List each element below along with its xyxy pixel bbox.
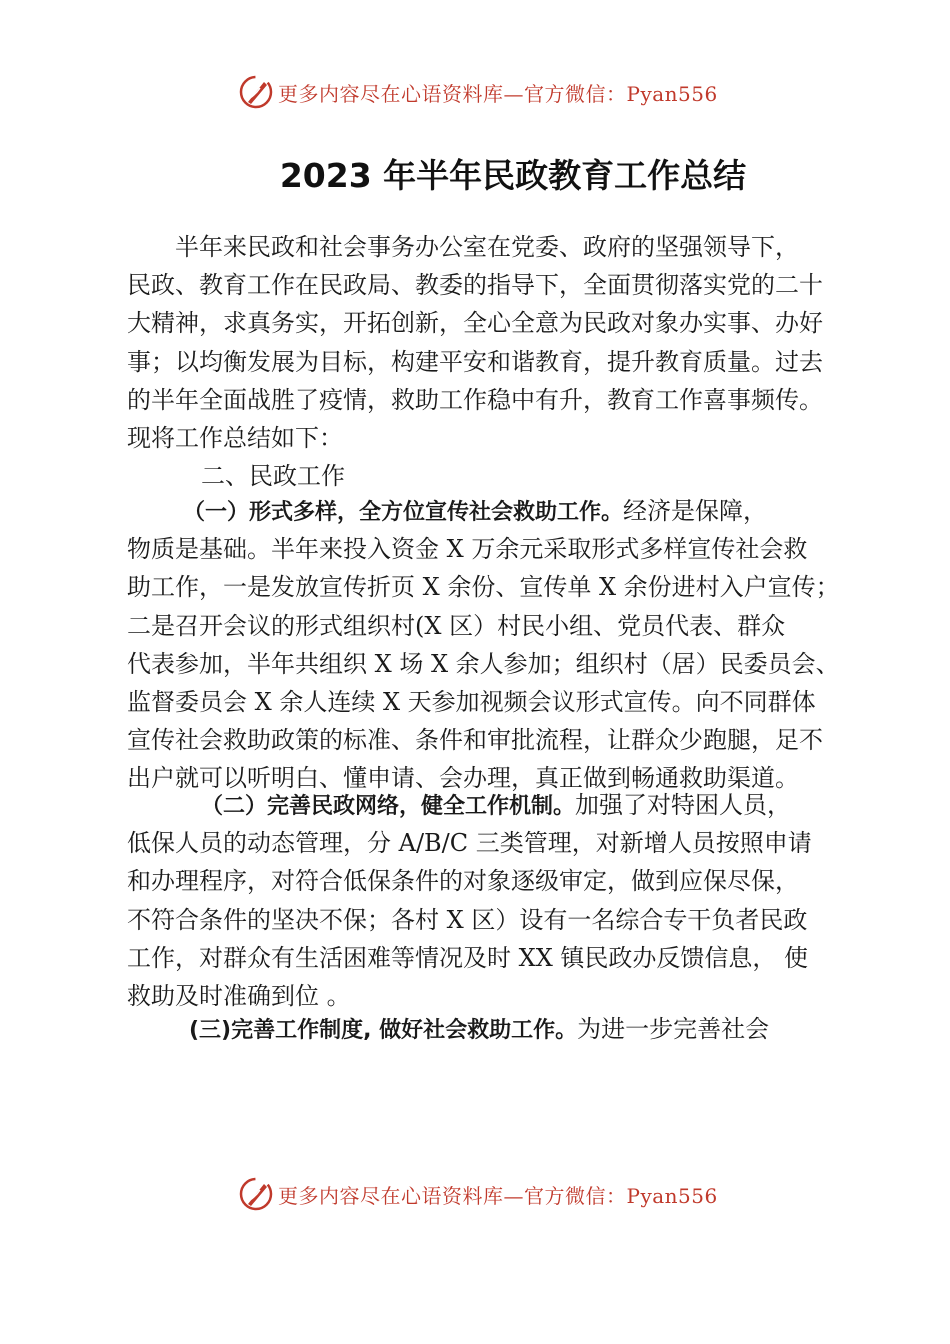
watermark-text: 更多内容尽在心语资料库—官方微信：Pyan556: [278, 1183, 718, 1208]
intro-line: 事；以均衡发展为目标，构建平安和谐教育，提升教育质量。过去: [127, 347, 823, 376]
intro-line: 半年来民政和社会事务办公室在党委、政府的坚强领导下，: [175, 233, 799, 261]
section-2-line: 和办理程序，对符合低保条件的对象逐级审定，做到应保尽保，: [127, 867, 799, 896]
intro-line: 大精神，求真务实，开拓创新，全心全意为民政对象办实事、办好: [127, 309, 823, 338]
section-3-first-text: 为进一步完善社会: [577, 1015, 770, 1043]
section-heading: 二、民政工作: [201, 462, 345, 491]
section-1-line: 监督委员会 X 余人连续 X 天参加视频会议形式宣传。向不同群体: [127, 687, 816, 716]
section-2-line: 工作，对群众有生活困难等情况及时 XX 镇民政办反馈信息， 使: [127, 943, 809, 972]
section-2-first-text: 加强了对特困人员，: [575, 791, 792, 819]
section-2-line: 救助及时准确到位 。: [127, 981, 351, 1010]
section-1-line: 出户就可以听明白、懂申请、会办理，真正做到畅通救助渠道。: [127, 764, 799, 793]
section-1-line: 二是召开会议的形式组织村(X 区）村民小组、党员代表、群众: [127, 611, 786, 640]
section-2-paragraph: [127, 786, 857, 1015]
section-1-first-line: [127, 492, 857, 530]
section-1-lead: （一）形式多样，全方位宣传社会救助工作。: [183, 500, 624, 525]
intro-line: 现将工作总结如下：: [127, 423, 343, 452]
section-1-first-text: 经济是保障，: [623, 497, 768, 525]
intro-line: 民政、教育工作在民政局、教委的指导下，全面贯彻落实党的二十: [127, 271, 823, 300]
document-title: 2023 年半年民政教育工作总结: [279, 156, 747, 195]
section-1-line: 代表参加，半年共组织 X 场 X 余人参加；组织村（居）民委员会、: [127, 649, 840, 678]
intro-paragraph: [127, 228, 857, 495]
section-2-line: 低保人员的动态管理，分 A/B/C 三类管理，对新增人员按照申请: [127, 829, 812, 858]
section-2-first-line: [127, 786, 857, 824]
quill-seal-icon: [238, 74, 274, 110]
section-1-line: 助工作，一是发放宣传折页 X 余份、宣传单 X 余份进村入户宣传；: [127, 573, 840, 602]
section-3-paragraph: [127, 1010, 857, 1048]
section-2-line: 不符合条件的坚决不保；各村 X 区）设有一名综合专干负者民政: [127, 905, 808, 934]
section-1-paragraph: [127, 492, 857, 798]
watermark-text: 更多内容尽在心语资料库—官方微信：Pyan556: [278, 81, 718, 106]
section-3-first-line: [127, 1010, 857, 1048]
section-2-lead: （二）完善民政网络，健全工作机制。: [201, 794, 576, 819]
quill-seal-icon: [238, 1176, 274, 1212]
section-3-lead: (三)完善工作制度, 做好社会救助工作。: [189, 1018, 578, 1043]
intro-line: 的半年全面战胜了疫情，救助工作稳中有升，教育工作喜事频传。: [127, 385, 823, 414]
section-1-line: 宣传社会救助政策的标准、条件和审批流程，让群众少跑腿，足不: [127, 726, 823, 755]
watermark-banner-bottom: [238, 1174, 718, 1214]
section-1-line: 物质是基础。半年来投入资金 X 万余元采取形式多样宣传社会救: [127, 535, 808, 564]
watermark-banner-top: [238, 72, 718, 112]
